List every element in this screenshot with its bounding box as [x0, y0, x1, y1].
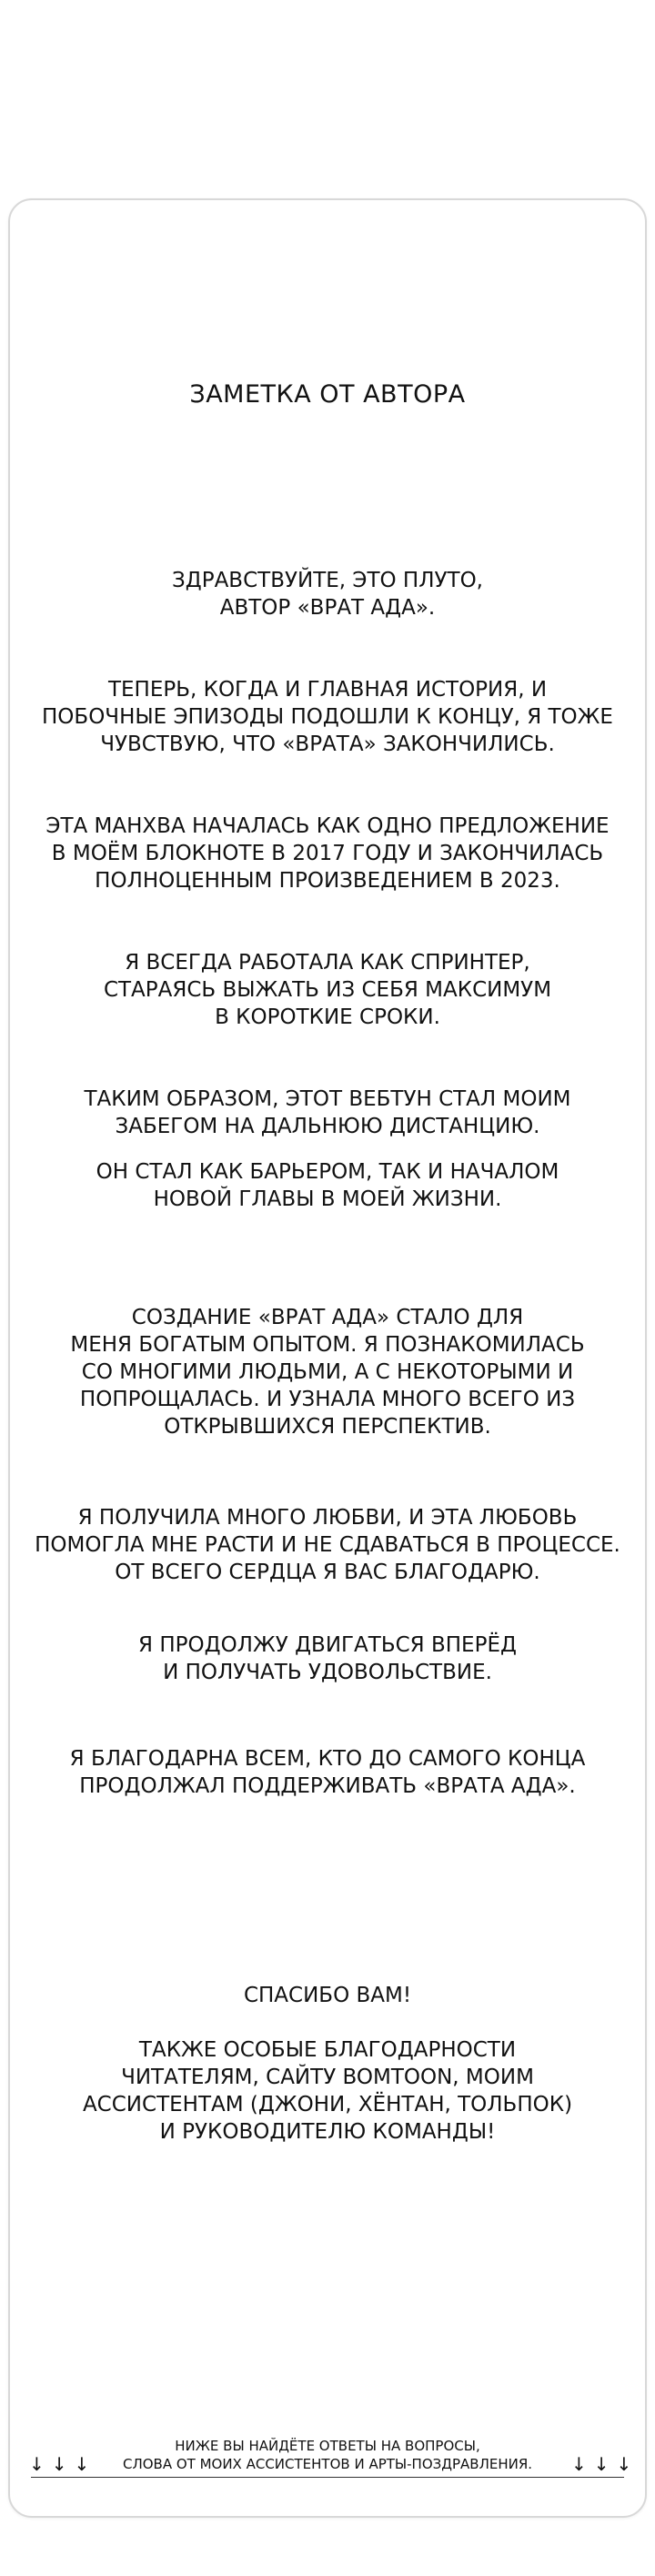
down-arrows-icon: ↓↓↓: [571, 2453, 640, 2475]
paragraph-love: Я ПОЛУЧИЛА МНОГО ЛЮБВИ, И ЭТА ЛЮБОВЬ ПОМОГЛА МНЕ РАСТИ И НЕ СДАВАТЬСЯ В ПРОЦЕССЕ. ОТ ВСЕГО СЕРДЦА Я ВАС БЛАГОДАРЮ.: [35, 1506, 620, 1584]
paragraph-barrier: ОН СТАЛ КАК БАРЬЕРОМ, ТАК И НАЧАЛОМ НОВОЙ ГЛАВЫ В МОЕЙ ЖИЗНИ.: [96, 1160, 559, 1211]
page-title: ЗАМЕТКА ОТ АВТОРА: [189, 380, 466, 409]
footer-divider: [31, 2477, 624, 2478]
paragraph-forward: Я ПРОДОЛЖУ ДВИГАТЬСЯ ВПЕРЁД И ПОЛУЧАТЬ УДОВОЛЬСТВИЕ.: [138, 1633, 517, 1684]
paragraph-sprinter: Я ВСЕГДА РАБОТАЛА КАК СПРИНТЕР, СТАРАЯСЬ ВЫЖАТЬ ИЗ СЕБЯ МАКСИМУМ В КОРОТКИЕ СРОКИ.: [103, 951, 552, 1029]
paragraph-ending: ТЕПЕРЬ, КОГДА И ГЛАВНАЯ ИСТОРИЯ, И ПОБОЧНЫЕ ЭПИЗОДЫ ПОДОШЛИ К КОНЦУ, Я ТОЖЕ ЧУВСТВУЮ, ЧТО «ВРАТА» ЗАКОНЧИЛИСЬ.: [42, 678, 613, 756]
paragraph-experience: СОЗДАНИЕ «ВРАТ АДА» СТАЛО ДЛЯ МЕНЯ БОГАТЫМ ОПЫТОМ. Я ПОЗНАКОМИЛАСЬ СО МНОГИМИ ЛЮДЬМИ, А С НЕКОТОРЫМИ И ПОПРОЩАЛАСЬ. И УЗНАЛА МНОГО ВСЕГО ИЗ ОТКРЫВШИХСЯ ПЕРСПЕКТИВ.: [70, 1306, 585, 1439]
down-arrows-icon: ↓↓↓: [29, 2453, 97, 2475]
paragraph-special-thanks: ТАКЖЕ ОСОБЫЕ БЛАГОДАРНОСТИ ЧИТАТЕЛЯМ, САЙТУ BOMTOON, МОИМ АССИСТЕНТАМ (ДЖОНИ, ХЁНТАН, ТОЛЬПОК) И РУКОВОДИТЕЛЮ КОМАНДЫ!: [82, 2038, 573, 2144]
thank-you-text: СПАСИБО ВАМ!: [243, 1984, 412, 2007]
footer-note: НИЖЕ ВЫ НАЙДЁТЕ ОТВЕТЫ НА ВОПРОСЫ, СЛОВА ОТ МОИХ АССИСТЕНТОВ И АРТЫ-ПОЗДРАВЛЕНИЯ.: [122, 2438, 533, 2472]
paragraph-grateful: Я БЛАГОДАРНА ВСЕМ, КТО ДО САМОГО КОНЦА ПРОДОЛЖАЛ ПОДДЕРЖИВАТЬ «ВРАТА АДА».: [69, 1747, 586, 1798]
paragraph-origin: ЭТА МАНХВА НАЧАЛАСЬ КАК ОДНО ПРЕДЛОЖЕНИЕ В МОЁМ БЛОКНОТЕ В 2017 ГОДУ И ЗАКОНЧИЛАСЬ ПОЛНОЦЕННЫМ ПРОИЗВЕДЕНИЕМ В 2023.: [45, 814, 610, 893]
paragraph-marathon: ТАКИМ ОБРАЗОМ, ЭТОТ ВЕБТУН СТАЛ МОИМ ЗАБЕГОМ НА ДАЛЬНЮЮ ДИСТАНЦИЮ.: [84, 1087, 571, 1138]
paragraph-greeting: ЗДРАВСТВУЙТЕ, ЭТО ПЛУТО, АВТОР «ВРАТ АДА».: [171, 569, 483, 620]
